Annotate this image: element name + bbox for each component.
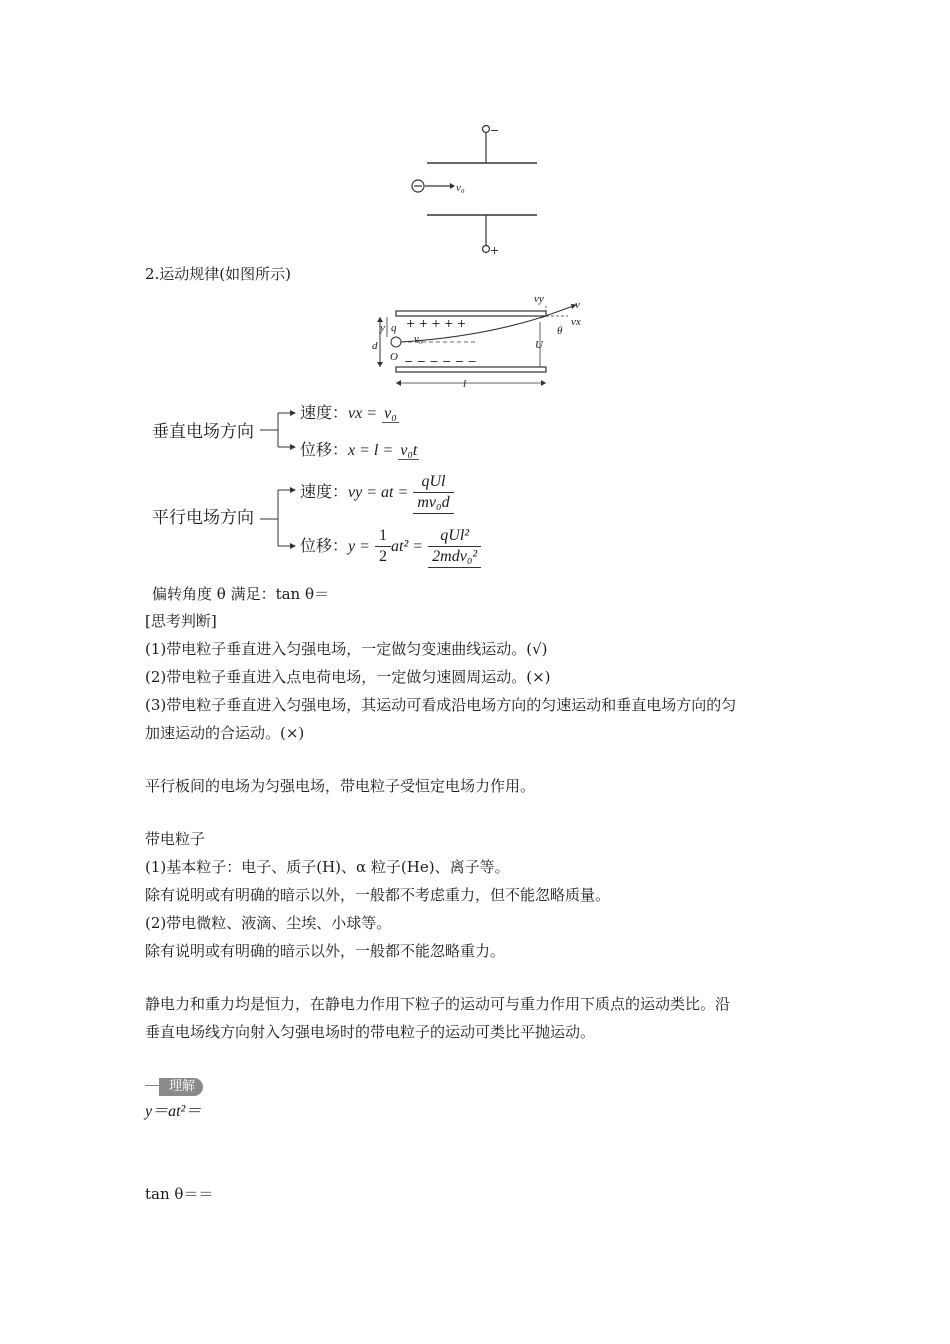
analogy-line: 静电力和重力均是恒力，在静电力作用下粒子的运动可与重力作用下质点的运动类比。沿 xyxy=(145,995,731,1013)
displacement-lhs: x = l = xyxy=(348,442,394,459)
think-item: (2)带电粒子垂直进入点电荷电场，一定做匀速圆周运动。(×) xyxy=(145,668,551,686)
negative-charges-row: − − − − − − xyxy=(404,355,477,368)
half-numerator: 1 xyxy=(379,527,388,544)
vy-label: vy xyxy=(534,293,544,305)
velocity-fraction xyxy=(413,472,453,514)
deflection-angle-line: 偏转角度 θ 满足：tan θ＝ xyxy=(152,585,329,603)
think-heading: [思考判断] xyxy=(145,612,217,630)
initial-velocity-label: v₀ xyxy=(456,182,465,194)
marker-line xyxy=(145,1085,159,1086)
charge-label: q xyxy=(391,322,397,334)
velocity-lhs: vy = at = xyxy=(348,484,409,501)
y-equation: y＝at²＝ xyxy=(145,1103,202,1120)
deflection-figure xyxy=(370,292,600,392)
y-label: y xyxy=(380,322,385,334)
tan-equation: tan θ＝＝ xyxy=(145,1185,214,1203)
perpendicular-direction-label: 垂直电场方向 xyxy=(152,422,254,442)
analogy-line: 垂直电场线方向射入匀强电场时的带电粒子的运动可类比平抛运动。 xyxy=(145,1023,596,1041)
displacement-lhs: y = xyxy=(348,538,370,555)
voltage-label: U xyxy=(535,339,543,351)
displacement-mid: at² = xyxy=(391,538,424,555)
think-item: 加速运动的合运动。(×) xyxy=(145,724,305,742)
particles-heading: 带电粒子 xyxy=(145,830,206,848)
understand-badge: 理解 xyxy=(159,1078,203,1096)
understand-marker xyxy=(145,1075,203,1096)
particles-line: 除有说明或有明确的暗示以外，一般都不考虑重力，但不能忽略质量。 xyxy=(145,886,611,904)
origin-label: O xyxy=(390,351,398,363)
think-item: (3)带电粒子垂直进入匀强电场，其运动可看成沿电场方向的匀速运动和垂直电场方向的匀 xyxy=(145,696,737,714)
vx-label: vx xyxy=(571,316,581,328)
velocity-prefix: 速度： xyxy=(300,482,349,501)
velocity-answer: v₀ xyxy=(384,405,397,422)
fraction-denominator: 2mdv₀² xyxy=(428,546,481,568)
parallel-displacement-row xyxy=(300,524,481,568)
fraction-numerator: qUl² xyxy=(440,526,470,544)
half-denominator: 2 xyxy=(375,546,391,567)
velocity-prefix: 速度： xyxy=(300,403,349,422)
displacement-answer: v₀t xyxy=(400,442,418,459)
parallel-direction-label: 平行电场方向 xyxy=(152,508,254,528)
think-item: (1)带电粒子垂直进入匀强电场，一定做匀变速曲线运动。(√) xyxy=(145,640,548,658)
entry-velocity-label: v₀ xyxy=(414,333,423,345)
perpendicular-velocity-row xyxy=(300,403,399,424)
particles-line: 除有说明或有明确的暗示以外，一般都不能忽略重力。 xyxy=(145,942,506,960)
fraction-denominator: mv₀d xyxy=(413,492,453,514)
plate-length-label: l xyxy=(463,378,467,390)
parallel-brace xyxy=(250,478,300,558)
particles-line: (1)基本粒子：电子、质子(H)、α 粒子(He)、离子等。 xyxy=(145,858,510,876)
bottom-terminal-sign: + xyxy=(490,244,500,257)
uniform-field-note: 平行板间的电场为匀强电场，带电粒子受恒定电场力作用。 xyxy=(145,777,536,795)
displacement-prefix: 位移： xyxy=(300,536,349,555)
velocity-lhs: vx = xyxy=(348,405,378,422)
theta-label: θ xyxy=(557,325,563,337)
positive-charges-row: + + + + + xyxy=(406,317,467,330)
top-terminal-sign: − xyxy=(490,124,500,137)
displacement-prefix: 位移： xyxy=(300,440,349,459)
perpendicular-brace xyxy=(250,405,300,453)
section-title: 2.运动规律(如图所示) xyxy=(145,265,292,283)
capacitor-figure xyxy=(400,118,560,263)
parallel-velocity-row xyxy=(300,470,454,514)
fraction-numerator: qUl xyxy=(421,472,446,490)
plate-gap-label: d xyxy=(372,340,378,352)
half-fraction xyxy=(375,526,391,567)
velocity-label: v xyxy=(575,299,580,311)
particles-line: (2)带电微粒、液滴、尘埃、小球等。 xyxy=(145,914,392,932)
displacement-fraction xyxy=(428,526,481,568)
perpendicular-displacement-row xyxy=(300,440,419,461)
